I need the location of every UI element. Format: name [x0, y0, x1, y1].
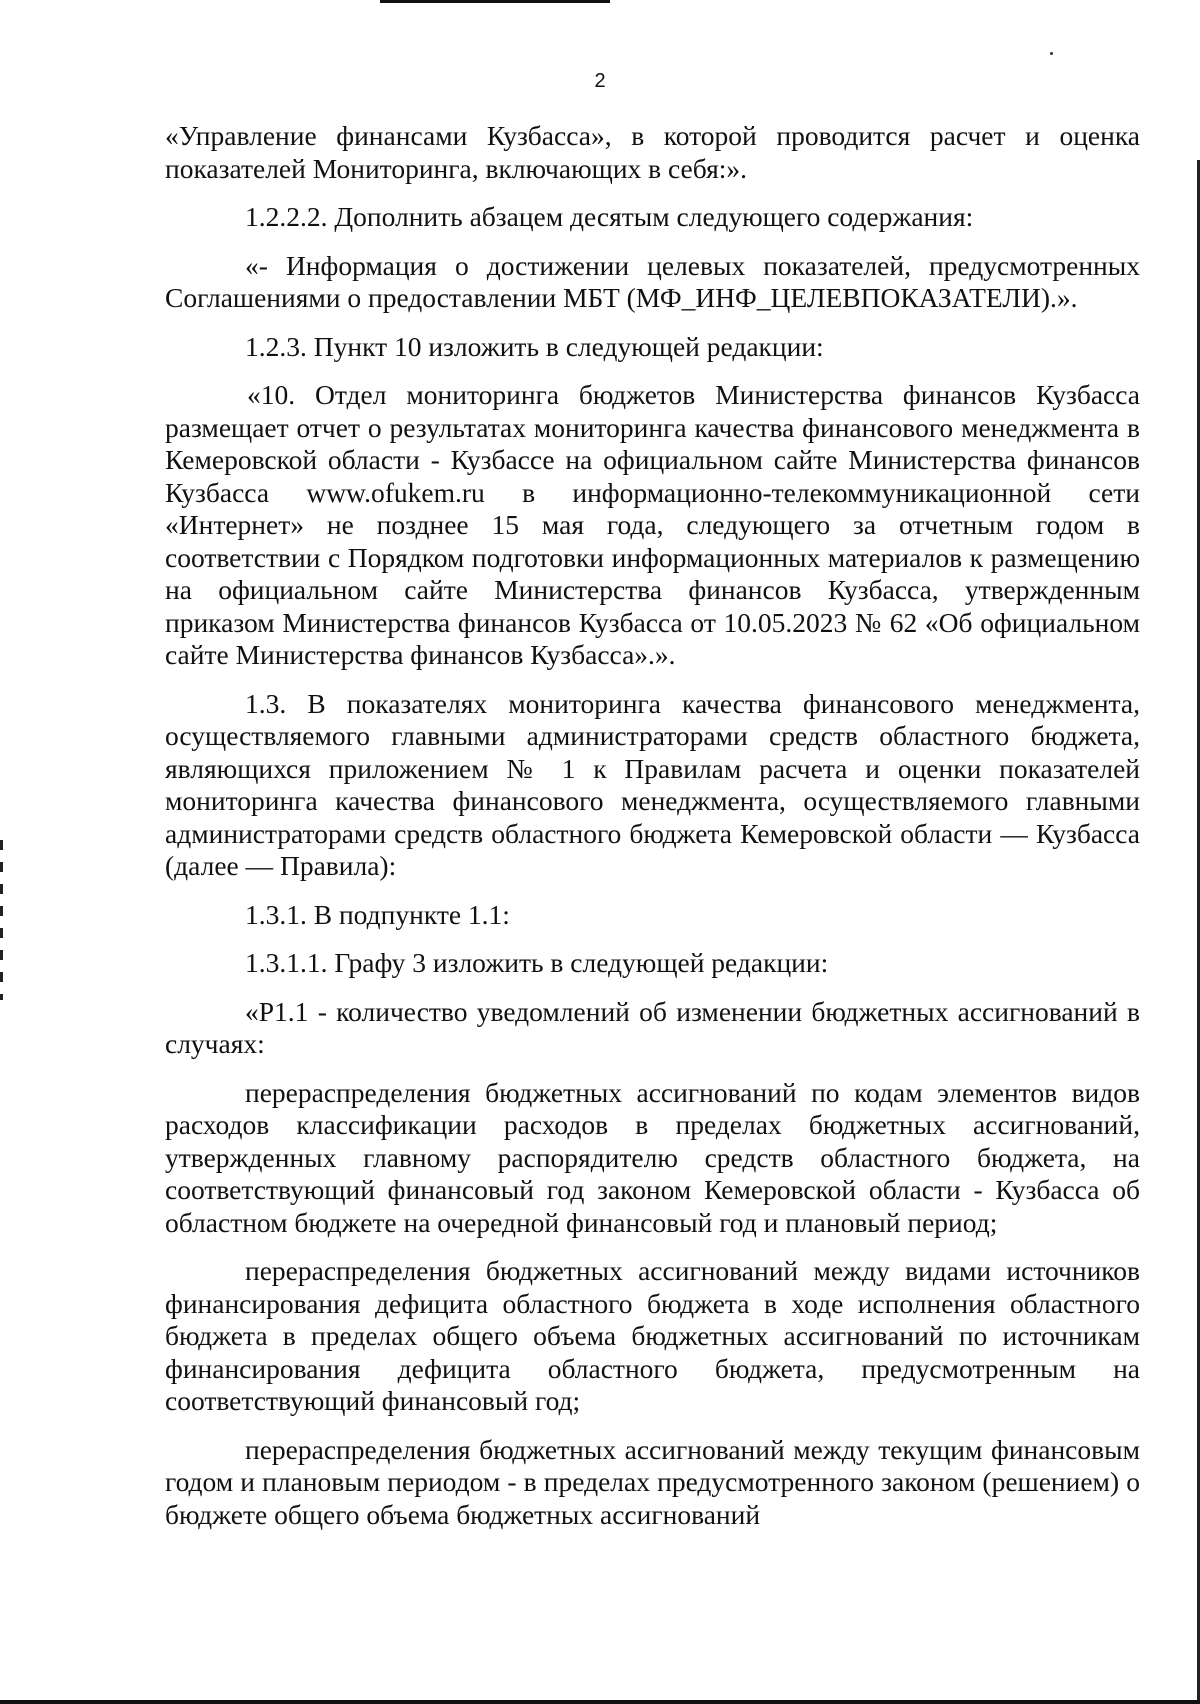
paragraph-continuation: «Управление финансами Кузбасса», в которой проводится расчет и оценка показателей Мониторинга, включающих в себя:».: [165, 120, 1140, 184]
paragraph-1-2-3: 1.2.3. Пункт 10 изложить в следующей редакции:: [245, 330, 824, 362]
scan-border-top: [380, 0, 610, 3]
paragraph-case-3: перераспределения бюджетных ассигнований между текущим финансовым годом и плановым периодом - в пределах предусмотренного законом (решением) о бюджете общего объема бюджетных ассигнований: [165, 1433, 1140, 1530]
paragraph-case-2: перераспределения бюджетных ассигнований между видами источников финансирования дефицита областного бюджета в ходе исполнения областного бюджета в пределах общего объема бюджетных ассигнований по источникам финансирования дефицита областного бюджета, предусмотренным на соответствующий финансовый год;: [165, 1255, 1140, 1416]
paragraph-case-1: перераспределения бюджетных ассигнований по кодам элементов видов расходов классификации расходов в пределах бюджетных ассигнований, утвержденных главному распорядителю средств областного бюджета, на соответствующий финансовый год законом Кемеровской области - Кузбасса об областном бюджете на очередной финансовый год и плановый период;: [165, 1076, 1140, 1238]
paragraph-quote-info: «- Информация о достижении целевых показателей, предусмотренных Соглашениями о предоставлении МБТ (МФ_ИНФ_ЦЕЛЕВПОКАЗАТЕЛИ).».: [165, 249, 1140, 313]
scan-speck: [1050, 52, 1053, 55]
paragraph-1-2-2-2: 1.2.2.2. Дополнить абзацем десятым следующего содержания:: [245, 201, 974, 232]
paragraph-1-3: 1.3. В показателях мониторинга качества финансового менеджмента, осуществляемого главными администраторами средств областного бюджета, являющихся приложением № 1 к Правилам расчета и оценки показателей мониторинга качества финансового менеджмента, осуществляемого главными администраторами средств областного бюджета Кемеровской области — Кузбасса (далее — Правила):: [165, 687, 1140, 881]
document-body: [165, 120, 1140, 1545]
scan-border-left: [0, 840, 3, 1000]
page-number: 2: [594, 70, 606, 92]
paragraph-1-3-1-1: 1.3.1.1. Графу 3 изложить в следующей редакции:: [245, 947, 829, 978]
paragraph-1-3-1: 1.3.1. В подпункте 1.1:: [245, 898, 510, 930]
paragraph-p1-1: «Р1.1 - количество уведомлений об изменении бюджетных ассигнований в случаях:: [165, 995, 1140, 1059]
scan-border-bottom: [0, 1700, 1200, 1704]
paragraph-point-10: «10. Отдел мониторинга бюджетов Министерства финансов Кузбасса размещает отчет о результатах мониторинга качества финансового менеджмента в Кемеровской области - Кузбассе на официальном сайте Министерства финансов Кузбасса www.ofukem.ru в информационно-телекоммуникационной сети «Интернет» не позднее 15 мая года, следующего за отчетным годом в соответствии с Порядком подготовки информационных материалов к размещению на официальном сайте Министерства финансов Кузбасса, утвержденным приказом Министерства финансов Кузбасса от 10.05.2023 № 62 «Об официальном сайте Министерства финансов Кузбасса».».: [165, 379, 1140, 670]
